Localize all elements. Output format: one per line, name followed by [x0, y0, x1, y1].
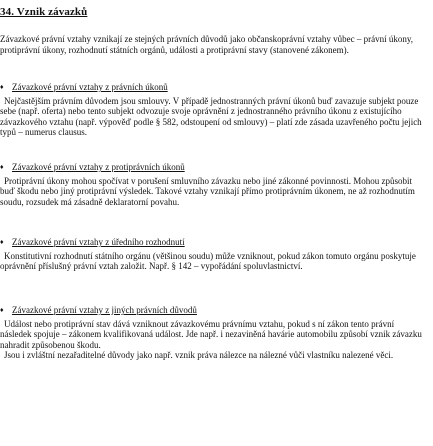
document-title: 34. Vznik závazků — [0, 6, 88, 18]
section-text-continued: Jsou i zvláštní nezařaditelné důvody jako např. vznik práva nálezce na nálezné vůči vlastníku nalezené věci. — [4, 350, 394, 361]
diamond-bullet-icon: ♦ — [0, 83, 4, 91]
diamond-bullet-icon: ♦ — [0, 163, 4, 171]
section-body-jine-duvody — [0, 319, 426, 361]
section-heading-text: Závazkové právní vztahy z jiných právních důvodů — [12, 305, 197, 315]
intro-paragraph: Závazkové právní vztahy vznikají ze stejných právních důvodů jako občanskoprávní vztahy vůbec – právní úkony, protiprávní úkony, rozhodnutí státních orgánů, události a protiprávní stavy (stanovené zákonem). — [0, 34, 414, 55]
section-text: Událost nebo protiprávní stav dává vzniknout závazkovému právnímu vztahu, pokud s ní zákon tento právní následek spojuje – zákonem kvalifikovaná událost. Jde např. i nezaviněná havárie automobilu způsobí vznik závazku nahradit způsobenou škodu. — [0, 319, 422, 350]
section-body-uredni-rozhodnuti — [0, 251, 426, 272]
section-text: Nejčastějším právním důvodem jsou smlouvy. V případě jednostranných právní úkonů buď zavazuje subjekt pouze sebe (např. oferta) nebo tento subjekt odvozuje svoje oprávnění z jednostranného právního úkonu z existujícího závazkového vztahu (např. výpověď podle § 582, odstoupení od smlouvy) – platí zde zásada uzavřeného počtu jejich typů – numerus clausus. — [0, 96, 422, 138]
diamond-bullet-icon: ♦ — [0, 238, 4, 246]
section-heading-text: Závazkové právní vztahy z právních úkonů — [12, 82, 168, 92]
section-heading-text: Závazkové právní vztahy z protiprávních úkonů — [12, 162, 185, 172]
section-body-protipravni-ukony — [0, 176, 426, 207]
section-heading-uredni-rozhodnuti — [0, 237, 424, 248]
section-heading-text: Závazkové právní vztahy z úředního rozhodnutí — [12, 237, 185, 247]
section-text: Protiprávní úkony mohou spočívat v porušení smluvního závazku nebo jiné zákonné povinnosti. Mohou způsobit buď škodu nebo jiný protiprávní výsledek. Takové vztahy vznikají přímo protiprávním úkonem, ne až rozhodnutím soudu, rozsudek má zásadně deklaratorní povahu. — [0, 176, 415, 207]
section-heading-pravni-ukony — [0, 82, 424, 93]
section-body-pravni-ukony — [0, 96, 426, 138]
section-text: Konstitutivní rozhodnutí státního orgánu (většinou soudu) může vzniknout, pokud zákon tomuto orgánu poskytuje oprávnění příslušný právní vztah založit. Např. § 142 – vypořádání spoluvlastnictví. — [0, 251, 416, 272]
diamond-bullet-icon: ♦ — [0, 306, 4, 314]
section-heading-jine-duvody — [0, 305, 424, 316]
section-heading-protipravni-ukony — [0, 162, 424, 173]
